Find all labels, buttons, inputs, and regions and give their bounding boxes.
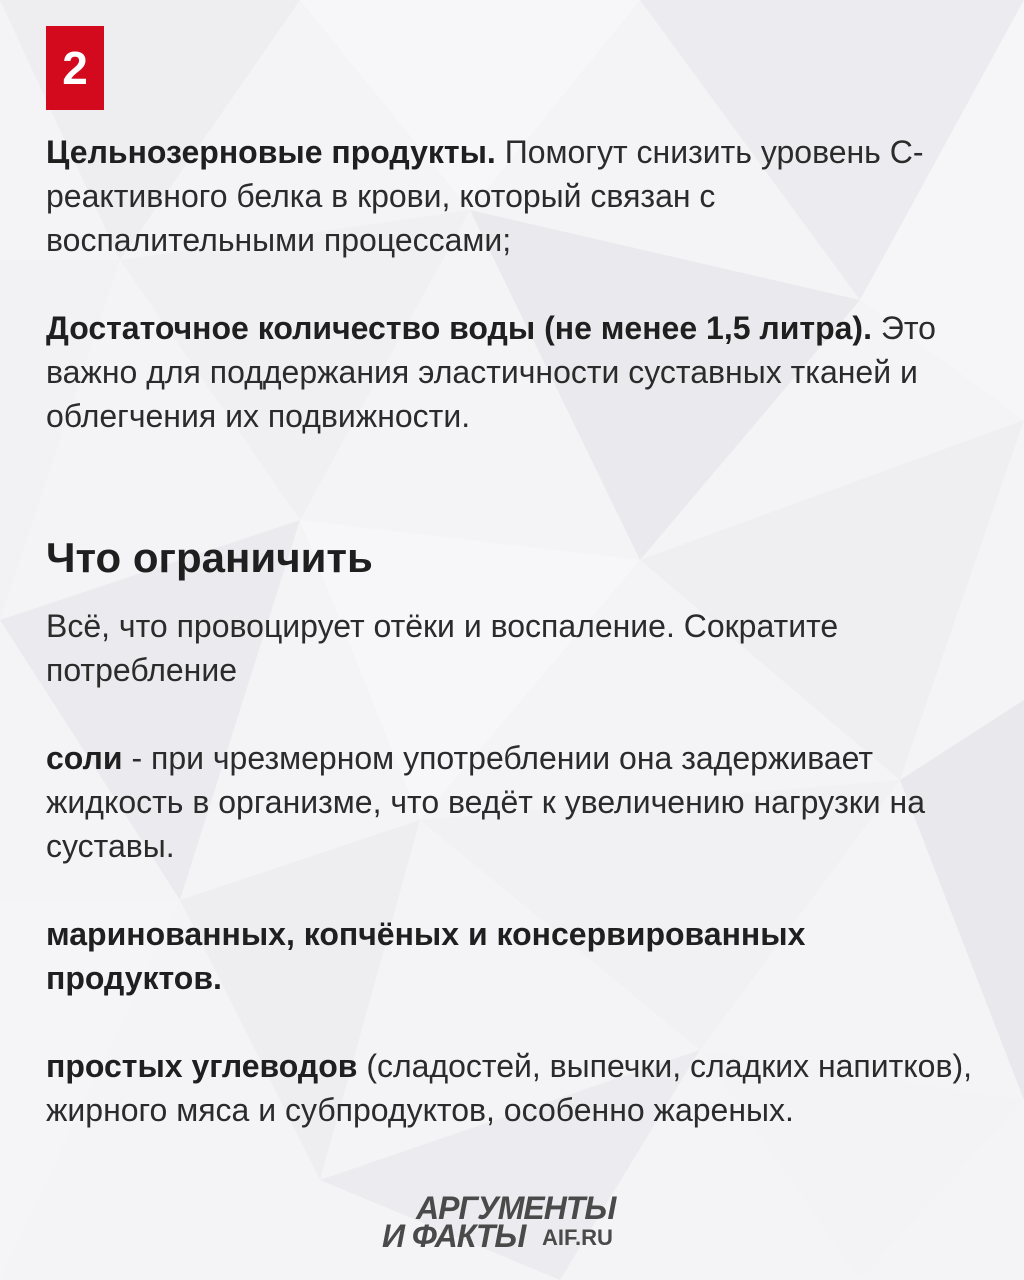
- paragraph-salt: [46, 736, 986, 868]
- logo-line-2: И ФАКТЫ: [382, 1218, 526, 1254]
- logo-line-1: АРГУМЕНТЫ: [416, 1190, 616, 1226]
- section-heading: Что ограничить: [46, 534, 373, 581]
- paragraph-whole-grain: [46, 130, 986, 262]
- desc-carbs: (сладостей, выпечки, сладких напитков), жирного мяса и субпродуктов, особенно жареных.: [46, 1048, 972, 1128]
- paragraph-pickled: [46, 912, 986, 1000]
- desc-whole-grain: Помогут снизить уровень С-реактивного белка в крови, который связан с воспалительными процессами;: [46, 134, 924, 258]
- term-whole-grain: Цельнозерновые продукты.: [46, 134, 496, 170]
- term-carbs: простых углеводов: [46, 1048, 358, 1084]
- term-pickled: маринованных, копчёных и консервированных продуктов.: [46, 916, 806, 996]
- desc-salt: - при чрезмерном употреблении она задерживает жидкость в организме, что ведёт к увеличению нагрузки на суставы.: [46, 740, 925, 864]
- slide-number-badge: [46, 26, 104, 110]
- paragraph-water: [46, 306, 986, 438]
- article-content: [46, 130, 986, 1132]
- slide-number: 2: [62, 42, 88, 94]
- logo-site: AIF.RU: [542, 1225, 613, 1250]
- desc-water: Это важно для поддержания эластичности суставных тканей и облегчения их подвижности.: [46, 310, 936, 434]
- aif-logo: [382, 1192, 642, 1256]
- section-intro: Всё, что провоцирует отёки и воспаление. Сократите потребление: [46, 608, 839, 688]
- term-salt: соли: [46, 740, 123, 776]
- paragraph-carbs: [46, 1044, 986, 1132]
- term-water: Достаточное количество воды (не менее 1,5 литра).: [46, 310, 872, 346]
